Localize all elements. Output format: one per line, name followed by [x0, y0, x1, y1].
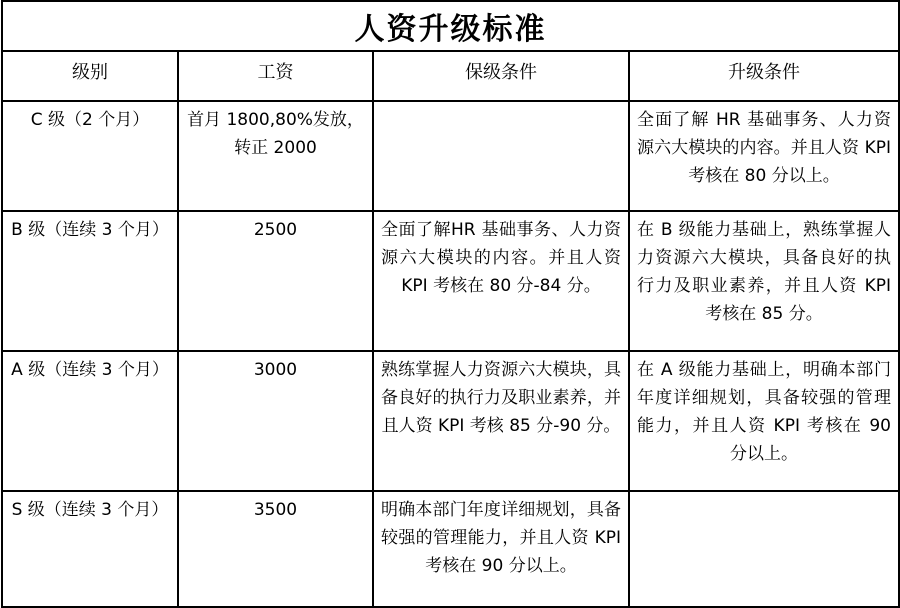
upgrade-condition-cell — [629, 491, 899, 607]
grade-cell — [2, 101, 178, 211]
grade-cell — [2, 491, 178, 607]
salary-text: 首月 1800,80%发放，转正 2000 — [187, 110, 364, 158]
keep-condition-text: 明确本部门年度详细规划，具备较强的管理能力，并且人资 KPI 考核在 90 分以上。 — [381, 500, 621, 576]
keep-condition-text: 全面了解HR 基础事务、人力资源六大模块的内容。并且人资 KPI 考核在 80 分-84 分。 — [381, 220, 621, 296]
salary-cell — [178, 491, 373, 607]
grade-text: S 级（连续 3 个月） — [11, 500, 169, 520]
upgrade-condition-text — [630, 492, 898, 496]
upgrade-condition-text: 全面了解 HR 基础事务、人力资源六大模块的内容。并且人资 KPI 考核在 80 分以上。 — [637, 110, 891, 186]
upgrade-condition-text: 在 A 级能力基础上，明确本部门年度详细规划，具备较强的管理能力，并且人资 KPI 考核在 90 分以上。 — [637, 360, 891, 464]
salary-cell — [178, 211, 373, 351]
upgrade-condition-cell — [629, 351, 899, 491]
table-row — [2, 491, 899, 607]
keep-condition-cell — [373, 101, 629, 211]
header-keep-condition: 保级条件 — [373, 51, 629, 101]
grade-text: B 级（连续 3 个月） — [11, 220, 169, 240]
grade-text: C 级（2 个月） — [30, 110, 150, 130]
table-row — [2, 211, 899, 351]
salary-text: 2500 — [253, 220, 298, 240]
hr-upgrade-standard-table — [1, 0, 900, 608]
salary-text: 3000 — [253, 360, 298, 380]
keep-condition-text: 熟练掌握人力资源六大模块，具备良好的执行力及职业素养，并且人资 KPI 考核 85 分-90 分。 — [381, 360, 621, 436]
salary-cell — [178, 101, 373, 211]
grade-cell — [2, 351, 178, 491]
table-row — [2, 351, 899, 491]
header-grade: 级别 — [2, 51, 178, 101]
grade-text: A 级（连续 3 个月） — [11, 360, 169, 380]
upgrade-condition-cell — [629, 211, 899, 351]
header-salary: 工资 — [178, 51, 373, 101]
upgrade-condition-text: 在 B 级能力基础上，熟练掌握人力资源六大模块，具备良好的执行力及职业素养，并且人资 KPI 考核在 85 分。 — [637, 220, 891, 324]
keep-condition-text — [374, 102, 628, 106]
keep-condition-cell — [373, 351, 629, 491]
keep-condition-cell — [373, 211, 629, 351]
salary-text: 3500 — [253, 500, 298, 520]
keep-condition-cell — [373, 491, 629, 607]
upgrade-condition-cell — [629, 101, 899, 211]
salary-cell — [178, 351, 373, 491]
grade-cell — [2, 211, 178, 351]
table-title: 人资升级标准 — [2, 1, 899, 51]
header-upgrade-condition: 升级条件 — [629, 51, 899, 101]
table-row — [2, 101, 899, 211]
